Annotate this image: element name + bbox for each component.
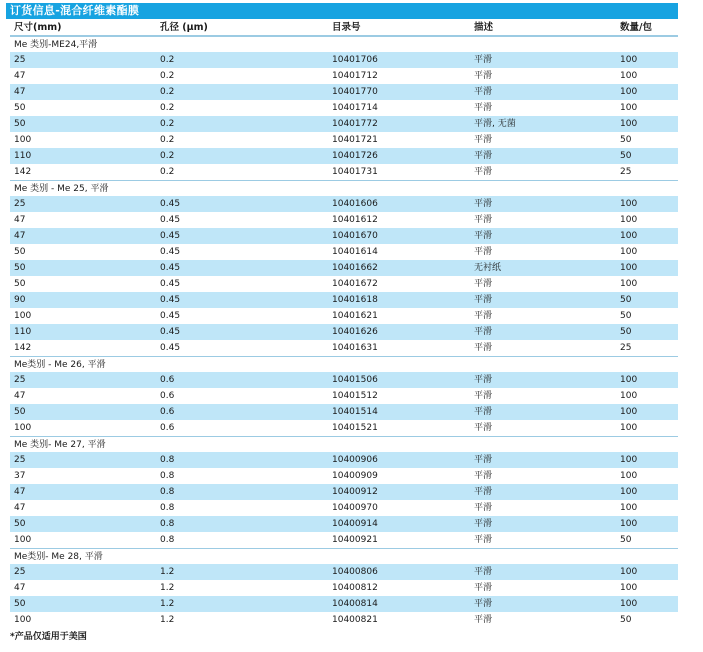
cell-quantity: 100 <box>620 375 638 385</box>
cell-pore-size: 0.2 <box>160 71 175 81</box>
cell-pore-size: 0.45 <box>160 199 181 209</box>
cell-pore-size: 0.2 <box>160 167 175 177</box>
cell-description: 平滑 <box>474 103 493 113</box>
table-row <box>10 468 678 484</box>
cell-description: 无衬纸 <box>474 263 502 273</box>
cell-quantity: 100 <box>620 599 638 609</box>
cell-quantity: 100 <box>620 103 638 113</box>
cell-catalog-number: 10401631 <box>332 343 378 353</box>
cell-size: 50 <box>14 407 26 417</box>
cell-catalog-number: 10400921 <box>332 535 378 545</box>
cell-size: 25 <box>14 567 26 577</box>
cell-quantity: 100 <box>620 87 638 97</box>
cell-description: 平滑 <box>474 407 493 417</box>
cell-size: 100 <box>14 135 32 145</box>
cell-size: 142 <box>14 167 32 177</box>
table-row <box>10 244 678 260</box>
cell-pore-size: 0.2 <box>160 119 175 129</box>
cell-size: 50 <box>14 599 26 609</box>
cell-catalog-number: 10400806 <box>332 567 378 577</box>
table-row <box>10 276 678 292</box>
group-header <box>10 180 678 196</box>
table-row <box>10 340 678 356</box>
cell-pore-size: 1.2 <box>160 567 175 577</box>
cell-size: 47 <box>14 583 26 593</box>
cell-description: 平滑 <box>474 519 493 529</box>
table-row <box>10 292 678 308</box>
table-row <box>10 516 678 532</box>
cell-quantity: 50 <box>620 327 632 337</box>
cell-description: 平滑 <box>474 375 493 385</box>
table-row <box>10 212 678 228</box>
footnote: *产品仅适用于美国 <box>10 632 87 642</box>
cell-catalog-number: 10401712 <box>332 71 378 81</box>
cell-quantity: 50 <box>620 295 632 305</box>
cell-description: 平滑 <box>474 327 493 337</box>
group-label: Me 类别- Me 27, 平滑 <box>14 440 106 450</box>
cell-pore-size: 0.45 <box>160 263 181 273</box>
cell-catalog-number: 10401672 <box>332 279 378 289</box>
cell-description: 平滑 <box>474 295 493 305</box>
cell-size: 90 <box>14 295 26 305</box>
cell-quantity: 100 <box>620 455 638 465</box>
cell-description: 平滑 <box>474 247 493 257</box>
cell-catalog-number: 10400821 <box>332 615 378 625</box>
cell-catalog-number: 10401714 <box>332 103 378 113</box>
cell-catalog-number: 10401721 <box>332 135 378 145</box>
cell-catalog-number: 10401606 <box>332 199 378 209</box>
table-row <box>10 500 678 516</box>
cell-size: 50 <box>14 103 26 113</box>
table-row <box>10 484 678 500</box>
table-row <box>10 164 678 180</box>
table-row <box>10 148 678 164</box>
cell-description: 平滑 <box>474 535 493 545</box>
cell-quantity: 100 <box>620 199 638 209</box>
cell-description: 平滑 <box>474 503 493 513</box>
cell-size: 50 <box>14 263 26 273</box>
cell-pore-size: 1.2 <box>160 599 175 609</box>
cell-pore-size: 0.8 <box>160 455 175 465</box>
cell-description: 平滑 <box>474 231 493 241</box>
cell-size: 47 <box>14 215 26 225</box>
cell-catalog-number: 10401521 <box>332 423 378 433</box>
cell-pore-size: 0.45 <box>160 279 181 289</box>
cell-quantity: 50 <box>620 535 632 545</box>
cell-quantity: 100 <box>620 119 638 129</box>
cell-pore-size: 0.8 <box>160 471 175 481</box>
cell-catalog-number: 10401670 <box>332 231 378 241</box>
cell-size: 25 <box>14 455 26 465</box>
cell-quantity: 100 <box>620 471 638 481</box>
table-row <box>10 52 678 68</box>
cell-catalog-number: 10401706 <box>332 55 378 65</box>
cell-size: 25 <box>14 375 26 385</box>
group-label: Me类别 - Me 26, 平滑 <box>14 360 106 370</box>
table-row <box>10 452 678 468</box>
cell-description: 平滑, 无菌 <box>474 119 516 129</box>
cell-quantity: 100 <box>620 423 638 433</box>
table-row <box>10 596 678 612</box>
cell-pore-size: 0.8 <box>160 535 175 545</box>
cell-size: 110 <box>14 327 32 337</box>
table-row <box>10 404 678 420</box>
cell-description: 平滑 <box>474 455 493 465</box>
cell-catalog-number: 10400906 <box>332 455 378 465</box>
cell-quantity: 50 <box>620 615 632 625</box>
table-row <box>10 532 678 548</box>
table-row <box>10 228 678 244</box>
cell-catalog-number: 10401514 <box>332 407 378 417</box>
table-row <box>10 372 678 388</box>
cell-pore-size: 0.45 <box>160 343 181 353</box>
cell-catalog-number: 10401506 <box>332 375 378 385</box>
table-row <box>10 132 678 148</box>
cell-size: 50 <box>14 247 26 257</box>
cell-pore-size: 0.2 <box>160 55 175 65</box>
table-row <box>10 100 678 116</box>
cell-pore-size: 0.45 <box>160 247 181 257</box>
cell-description: 平滑 <box>474 55 493 65</box>
header-size: 尺寸(mm) <box>14 22 62 33</box>
cell-quantity: 100 <box>620 55 638 65</box>
table-row <box>10 196 678 212</box>
cell-quantity: 100 <box>620 279 638 289</box>
cell-description: 平滑 <box>474 311 493 321</box>
cell-size: 50 <box>14 519 26 529</box>
cell-pore-size: 0.45 <box>160 231 181 241</box>
cell-catalog-number: 10401618 <box>332 295 378 305</box>
cell-description: 平滑 <box>474 135 493 145</box>
cell-pore-size: 0.45 <box>160 215 181 225</box>
cell-size: 100 <box>14 311 32 321</box>
cell-size: 25 <box>14 199 26 209</box>
cell-size: 50 <box>14 119 26 129</box>
table-row <box>10 308 678 324</box>
table-row <box>10 260 678 276</box>
cell-catalog-number: 10400814 <box>332 599 378 609</box>
header-quantity: 数量/包 <box>620 22 652 33</box>
cell-description: 平滑 <box>474 391 493 401</box>
cell-pore-size: 0.6 <box>160 391 175 401</box>
cell-size: 142 <box>14 343 32 353</box>
cell-size: 25 <box>14 55 26 65</box>
cell-description: 平滑 <box>474 167 493 177</box>
cell-size: 50 <box>14 279 26 289</box>
table-row <box>10 116 678 132</box>
cell-description: 平滑 <box>474 279 493 289</box>
table-header <box>10 20 678 36</box>
cell-pore-size: 0.45 <box>160 327 181 337</box>
group-label: Me 类别-ME24,平滑 <box>14 40 98 50</box>
cell-quantity: 100 <box>620 487 638 497</box>
cell-size: 110 <box>14 151 32 161</box>
header-description: 描述 <box>474 22 494 33</box>
cell-description: 平滑 <box>474 615 493 625</box>
cell-catalog-number: 10400970 <box>332 503 378 513</box>
cell-description: 平滑 <box>474 215 493 225</box>
cell-catalog-number: 10401772 <box>332 119 378 129</box>
cell-description: 平滑 <box>474 567 493 577</box>
cell-quantity: 100 <box>620 231 638 241</box>
cell-description: 平滑 <box>474 199 493 209</box>
cell-quantity: 100 <box>620 407 638 417</box>
table-row <box>10 580 678 596</box>
cell-catalog-number: 10401662 <box>332 263 378 273</box>
header-catalog-number: 目录号 <box>332 22 361 33</box>
cell-pore-size: 0.6 <box>160 423 175 433</box>
cell-catalog-number: 10400912 <box>332 487 378 497</box>
cell-quantity: 50 <box>620 311 632 321</box>
cell-quantity: 100 <box>620 391 638 401</box>
cell-catalog-number: 10401770 <box>332 87 378 97</box>
cell-pore-size: 0.2 <box>160 103 175 113</box>
cell-size: 100 <box>14 615 32 625</box>
cell-description: 平滑 <box>474 599 493 609</box>
cell-catalog-number: 10401726 <box>332 151 378 161</box>
cell-size: 47 <box>14 87 26 97</box>
group-header <box>10 36 678 52</box>
cell-quantity: 100 <box>620 71 638 81</box>
cell-pore-size: 0.8 <box>160 519 175 529</box>
cell-quantity: 100 <box>620 215 638 225</box>
cell-quantity: 100 <box>620 583 638 593</box>
cell-catalog-number: 10401512 <box>332 391 378 401</box>
cell-size: 37 <box>14 471 26 481</box>
cell-description: 平滑 <box>474 87 493 97</box>
cell-description: 平滑 <box>474 423 493 433</box>
cell-catalog-number: 10400914 <box>332 519 378 529</box>
cell-quantity: 100 <box>620 519 638 529</box>
cell-size: 47 <box>14 231 26 241</box>
page-title: 订货信息-混合纤维素酯膜 <box>6 3 678 19</box>
cell-pore-size: 0.2 <box>160 87 175 97</box>
cell-catalog-number: 10401614 <box>332 247 378 257</box>
group-label: Me 类别 - Me 25, 平滑 <box>14 184 109 194</box>
group-header <box>10 436 678 452</box>
cell-size: 47 <box>14 391 26 401</box>
table-row <box>10 420 678 436</box>
cell-description: 平滑 <box>474 343 493 353</box>
cell-quantity: 100 <box>620 263 638 273</box>
cell-catalog-number: 10401626 <box>332 327 378 337</box>
cell-catalog-number: 10400812 <box>332 583 378 593</box>
cell-pore-size: 0.6 <box>160 407 175 417</box>
group-header <box>10 548 678 564</box>
cell-size: 47 <box>14 71 26 81</box>
cell-catalog-number: 10401731 <box>332 167 378 177</box>
table-row <box>10 388 678 404</box>
cell-catalog-number: 10401612 <box>332 215 378 225</box>
cell-size: 47 <box>14 503 26 513</box>
cell-pore-size: 0.2 <box>160 135 175 145</box>
table-row <box>10 84 678 100</box>
cell-quantity: 50 <box>620 151 632 161</box>
table-row <box>10 68 678 84</box>
cell-catalog-number: 10400909 <box>332 471 378 481</box>
table-row <box>10 324 678 340</box>
cell-description: 平滑 <box>474 71 493 81</box>
cell-pore-size: 1.2 <box>160 615 175 625</box>
cell-quantity: 25 <box>620 167 632 177</box>
cell-size: 47 <box>14 487 26 497</box>
cell-description: 平滑 <box>474 583 493 593</box>
cell-size: 100 <box>14 423 32 433</box>
cell-quantity: 50 <box>620 135 632 145</box>
ordering-table <box>10 20 678 628</box>
table-row <box>10 564 678 580</box>
cell-pore-size: 1.2 <box>160 583 175 593</box>
table-row <box>10 612 678 628</box>
cell-pore-size: 0.45 <box>160 295 181 305</box>
cell-pore-size: 0.45 <box>160 311 181 321</box>
cell-quantity: 100 <box>620 247 638 257</box>
header-pore-size: 孔径 (μm) <box>160 22 208 33</box>
cell-pore-size: 0.6 <box>160 375 175 385</box>
cell-pore-size: 0.8 <box>160 503 175 513</box>
group-header <box>10 356 678 372</box>
cell-pore-size: 0.8 <box>160 487 175 497</box>
cell-description: 平滑 <box>474 487 493 497</box>
cell-quantity: 100 <box>620 567 638 577</box>
group-label: Me类别- Me 28, 平滑 <box>14 552 103 562</box>
cell-description: 平滑 <box>474 151 493 161</box>
cell-quantity: 25 <box>620 343 632 353</box>
cell-catalog-number: 10401621 <box>332 311 378 321</box>
cell-pore-size: 0.2 <box>160 151 175 161</box>
cell-size: 100 <box>14 535 32 545</box>
cell-description: 平滑 <box>474 471 493 481</box>
cell-quantity: 100 <box>620 503 638 513</box>
